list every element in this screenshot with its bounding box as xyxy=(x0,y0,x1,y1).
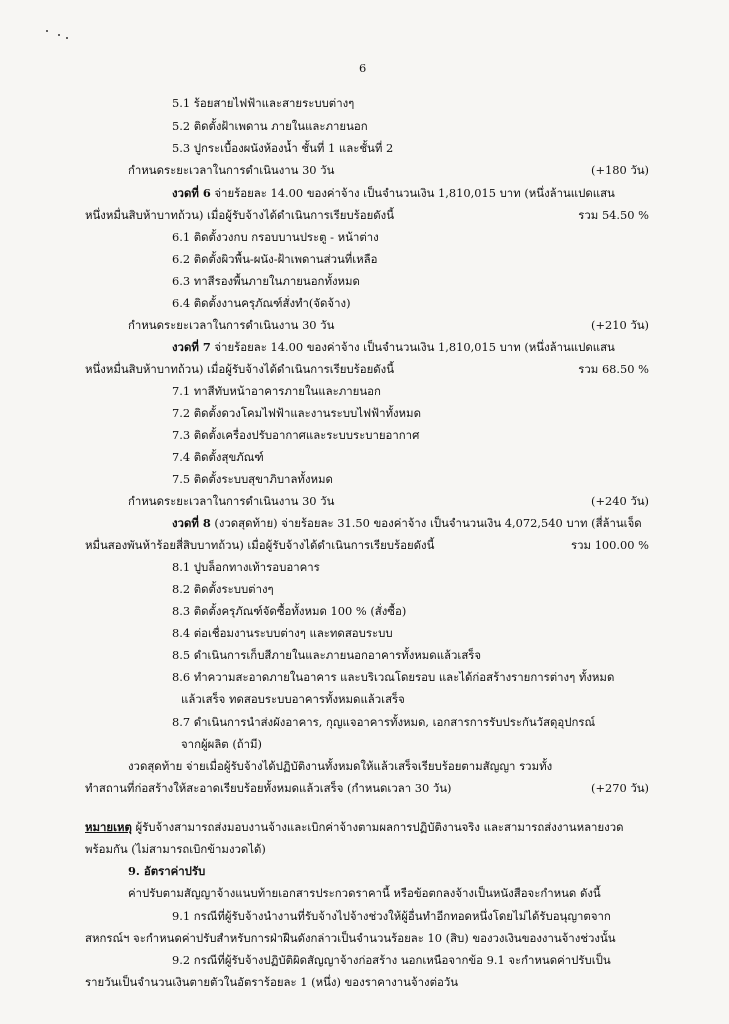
item-6-3: 6.3 ทาสีรองพื้นภายในภายนอกทั้งหมด xyxy=(172,274,360,288)
item-8-4: 8.4 ต่อเชื่อมงานระบบต่างๆ และทดสอบระบบ xyxy=(172,626,393,640)
installment-7-head: งวดที่ 7 xyxy=(172,340,211,354)
note-label: หมายเหตุ xyxy=(85,820,132,834)
item-8-1: 8.1 ปูบล็อกทางเท้ารอบอาคาร xyxy=(172,560,320,574)
item-8-5: 8.5 ดำเนินการเก็บสีภายในและภายนอกอาคารทั้งหมดแล้วเสร็จ xyxy=(172,648,482,662)
note-line2: พร้อมกัน (ไม่สามารถเบิกข้ามงวดได้) xyxy=(85,842,266,856)
item-7-3: 7.3 ติดตั้งเครื่องปรับอากาศและระบบระบายอากาศ xyxy=(172,428,420,442)
installment-7-total: รวม 68.50 % xyxy=(578,362,649,376)
clause-9-2-line2: รายวันเป็นจำนวนเงินตายตัวในอัตราร้อยละ 1 (หนึ่ง) ของราคางานจ้างต่อวัน xyxy=(85,975,459,989)
item-8-6: 8.6 ทำความสะอาดภายในอาคาร และบริเวณโดยรอบ และได้ก่อสร้างรายการต่างๆ ทั้งหมด xyxy=(172,670,615,684)
page-number: 6 xyxy=(359,61,367,75)
installment-7-line2: หนึ่งหมื่นสิบห้าบาทถ้วน) เมื่อผู้รับจ้างได้ดำเนินการเรียบร้อยดังนี้ xyxy=(85,362,395,376)
section-9-heading: 9. อัตราค่าปรับ xyxy=(128,864,206,878)
item-8-7: 8.7 ดำเนินการนำส่งผังอาคาร, กุญแจอาคารทั้งหมด, เอกสารการรับประกันวัสดุอุปกรณ์ xyxy=(172,715,596,729)
clause-9-1-line2: สหกรณ์ฯ จะกำหนดค่าปรับสำหรับการฝ่าฝืนดังกล่าวเป็นจำนวนร้อยละ 10 (สิบ) ของวงเงินของงานจ้างช่วงนั้น xyxy=(85,931,616,945)
installment-6-line1: งวดที่ 6 จ่ายร้อยละ 14.00 ของค่าจ้าง เป็นจำนวนเงิน 1,810,015 บาท (หนึ่งล้านแปดแสน xyxy=(172,186,615,200)
item-5-3: 5.3 ปูกระเบื้องผนังห้องน้ำ ชั้นที่ 1 และชั้นที่ 2 xyxy=(172,141,394,155)
installment-8-head: งวดที่ 8 xyxy=(172,516,211,530)
final-days: (+270 วัน) xyxy=(591,781,649,795)
item-8-3: 8.3 ติดตั้งครุภัณฑ์จัดซื้อทั้งหมด 100 % (สั่งซื้อ) xyxy=(172,604,407,618)
installment-8-line1: งวดที่ 8 (งวดสุดท้าย) จ่ายร้อยละ 31.50 ของค่าจ้าง เป็นจำนวนเงิน 4,072,540 บาท (สี่ล้านเจ็ด xyxy=(172,516,642,530)
item-8-6-cont: แล้วเสร็จ ทดสอบระบบอาคารทั้งหมดแล้วเสร็จ xyxy=(181,692,405,706)
final-line1: งวดสุดท้าย จ่ายเมื่อผู้รับจ้างได้ปฏิบัติงานทั้งหมดให้แล้วเสร็จเรียบร้อยตามสัญญา รวมทั้ง xyxy=(128,759,553,773)
item-8-2: 8.2 ติดตั้งระบบต่างๆ xyxy=(172,582,274,596)
installment-8-line2: หมื่นสองพันห้าร้อยสี่สิบบาทถ้วน) เมื่อผู้รับจ้างได้ดำเนินการเรียบร้อยดังนี้ xyxy=(85,538,435,552)
item-7-2: 7.2 ติดตั้งดวงโคมไฟฟ้าและงานระบบไฟฟ้าทั้งหมด xyxy=(172,406,421,420)
scan-specks xyxy=(44,28,74,40)
installment-7-line1: งวดที่ 7 จ่ายร้อยละ 14.00 ของค่าจ้าง เป็นจำนวนเงิน 1,810,015 บาท (หนึ่งล้านแปดแสน xyxy=(172,340,615,354)
duration-6-days: (+210 วัน) xyxy=(591,318,649,332)
clause-9-1-line1: 9.1 กรณีที่ผู้รับจ้างนำงานที่รับจ้างไปจ้างช่วงให้ผู้อื่นทำอีกทอดหนึ่งโดยไม่ได้รับอนุญาตจาก xyxy=(172,909,611,923)
duration-7: กำหนดระยะเวลาในการดำเนินงาน 30 วัน xyxy=(128,494,335,508)
item-8-7-cont: จากผู้ผลิต (ถ้ามี) xyxy=(181,737,263,751)
item-7-4: 7.4 ติดตั้งสุขภัณฑ์ xyxy=(172,450,264,464)
duration-7-days: (+240 วัน) xyxy=(591,494,649,508)
installment-6-total: รวม 54.50 % xyxy=(578,208,649,222)
installment-6-line2: หนึ่งหมื่นสิบห้าบาทถ้วน) เมื่อผู้รับจ้างได้ดำเนินการเรียบร้อยดังนี้ xyxy=(85,208,395,222)
installment-6-head: งวดที่ 6 xyxy=(172,186,211,200)
section-9-intro: ค่าปรับตามสัญญาจ้างแนบท้ายเอกสารประกวดราคานี้ หรือข้อตกลงจ้างเป็นหนังสือจะกำหนด ดังนี้ xyxy=(128,886,601,900)
duration-5: กำหนดระยะเวลาในการดำเนินงาน 30 วัน xyxy=(128,163,335,177)
item-7-5: 7.5 ติดตั้งระบบสุขาภิบาลทั้งหมด xyxy=(172,472,333,486)
duration-6: กำหนดระยะเวลาในการดำเนินงาน 30 วัน xyxy=(128,318,335,332)
duration-5-days: (+180 วัน) xyxy=(591,163,649,177)
final-line2: ทำสถานที่ก่อสร้างให้สะอาดเรียบร้อยทั้งหมดแล้วเสร็จ (กำหนดเวลา 30 วัน) xyxy=(85,781,452,795)
note-line1: หมายเหตุ ผู้รับจ้างสามารถส่งมอบงานจ้างและเบิกค่าจ้างตามผลการปฏิบัติงานจริง และสามารถส่งงานหลายงวด xyxy=(85,820,624,834)
clause-9-2-line1: 9.2 กรณีที่ผู้รับจ้างปฏิบัติผิดสัญญาจ้างก่อสร้าง นอกเหนือจากข้อ 9.1 จะกำหนดค่าปรับเป็น xyxy=(172,953,611,967)
installment-8-total: รวม 100.00 % xyxy=(571,538,649,552)
item-5-1: 5.1 ร้อยสายไฟฟ้าและสายระบบต่างๆ xyxy=(172,96,355,110)
item-6-1: 6.1 ติดตั้งวงกบ กรอบบานประตู - หน้าต่าง xyxy=(172,230,379,244)
item-6-2: 6.2 ติดตั้งผิวพื้น-ผนัง-ฝ้าเพดานส่วนที่เหลือ xyxy=(172,252,378,266)
item-5-2: 5.2 ติดตั้งฝ้าเพดาน ภายในและภายนอก xyxy=(172,119,368,133)
item-6-4: 6.4 ติดตั้งงานครุภัณฑ์สั่งทำ(จัดจ้าง) xyxy=(172,296,351,310)
item-7-1: 7.1 ทาสีทับหน้าอาคารภายในและภายนอก xyxy=(172,384,381,398)
